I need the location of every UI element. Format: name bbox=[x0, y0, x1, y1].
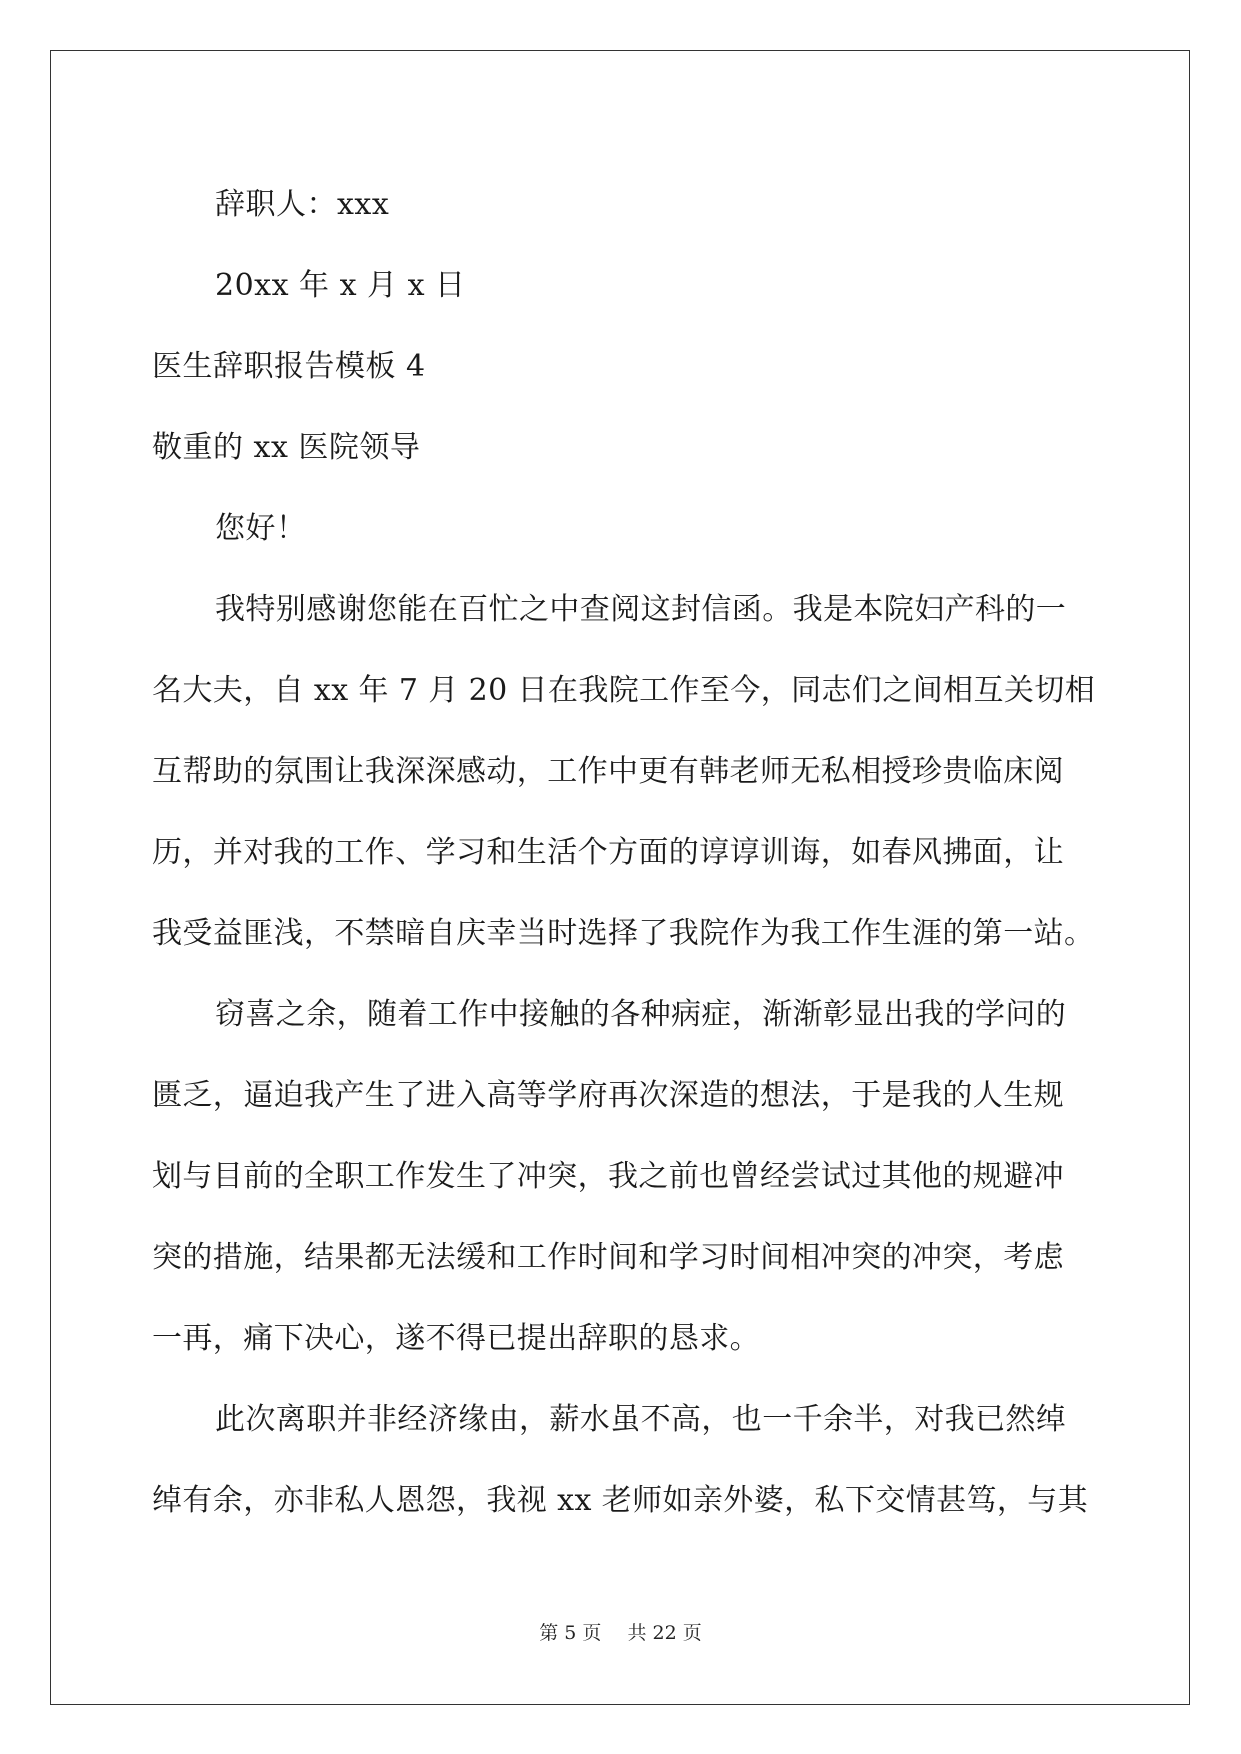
paragraph-line: 划与目前的全职工作发生了冲突，我之前也曾经尝试过其他的规避冲 bbox=[152, 1159, 1064, 1194]
signer-line: 辞职人：xxx bbox=[215, 187, 390, 222]
paragraph-3 bbox=[152, 1379, 1102, 1541]
paragraph-line: 我特别感谢您能在百忙之中查阅这封信函。我是本院妇产科的一 bbox=[215, 592, 1067, 627]
paragraph-1 bbox=[152, 569, 1102, 974]
greeting: 您好！ bbox=[215, 511, 307, 546]
paragraph-2 bbox=[152, 974, 1102, 1379]
paragraph-line: 绰有余，亦非私人恩怨，我视 xx 老师如亲外婆，私下交情甚笃，与其 bbox=[152, 1483, 1089, 1518]
date-line: 20xx 年 x 月 x 日 bbox=[215, 268, 466, 303]
paragraph-line: 我受益匪浅，不禁暗自庆幸当时选择了我院作为我工作生涯的第一站。 bbox=[152, 916, 1095, 951]
paragraph-line: 窃喜之余，随着工作中接触的各种病症，渐渐彰显出我的学问的 bbox=[215, 997, 1067, 1032]
paragraph-line: 历，并对我的工作、学习和生活个方面的谆谆训诲，如春风拂面，让 bbox=[152, 835, 1064, 870]
paragraph-line: 此次离职并非经济缘由，薪水虽不高，也一千余半，对我已然绰 bbox=[215, 1402, 1067, 1437]
paragraph-line: 名大夫，自 xx 年 7 月 20 日在我院工作至今，同志们之间相互关切相 bbox=[152, 673, 1096, 708]
page-number-current: 第 5 页 bbox=[539, 1622, 602, 1644]
salutation: 敬重的 xx 医院领导 bbox=[152, 430, 421, 465]
paragraph-line: 突的措施，结果都无法缓和工作时间和学习时间相冲突的冲突，考虑 bbox=[152, 1240, 1064, 1275]
document-body bbox=[152, 164, 1102, 1541]
paragraph-line: 匮乏，逼迫我产生了进入高等学府再次深造的想法，于是我的人生规 bbox=[152, 1078, 1064, 1113]
paragraph-line: 一再，痛下决心，遂不得已提出辞职的恳求。 bbox=[152, 1321, 760, 1356]
page-footer bbox=[0, 1618, 1241, 1645]
paragraph-line: 互帮助的氛围让我深深感动，工作中更有韩老师无私相授珍贵临床阅 bbox=[152, 754, 1064, 789]
page-number-total: 共 22 页 bbox=[627, 1622, 702, 1644]
section-title: 医生辞职报告模板 4 bbox=[152, 349, 426, 384]
